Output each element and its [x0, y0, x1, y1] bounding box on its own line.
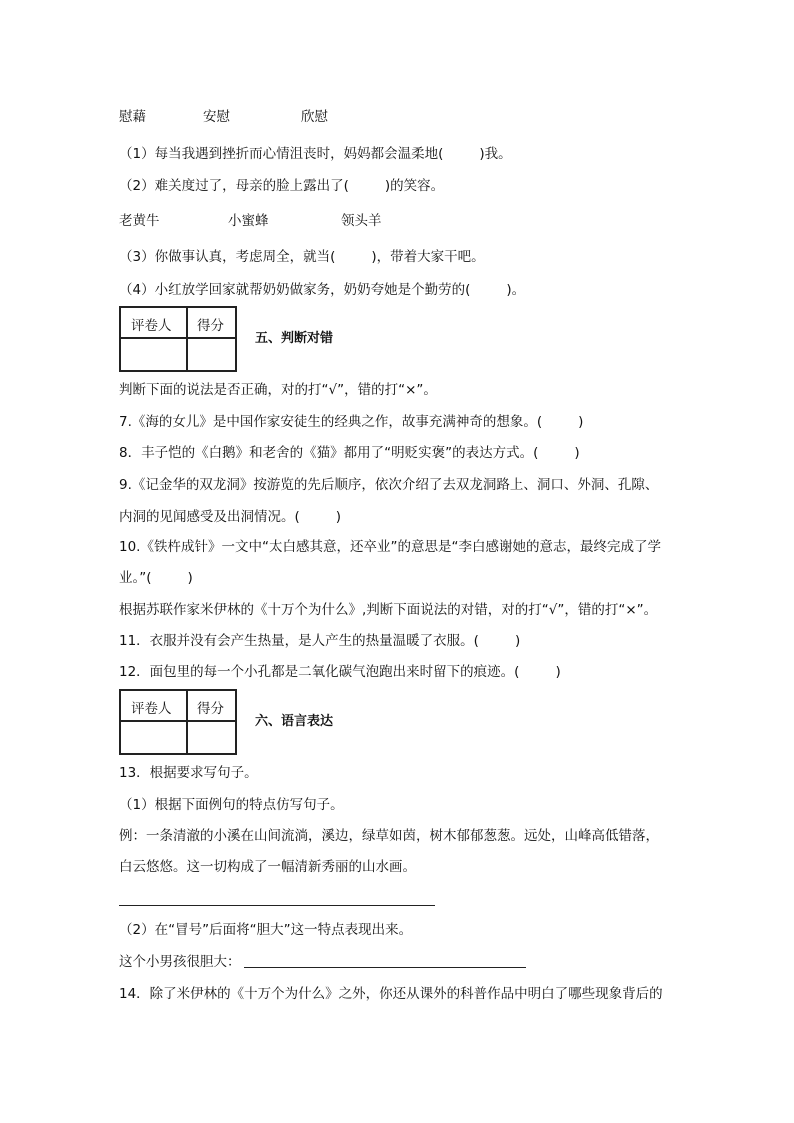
answer-line[interactable]: [119, 905, 435, 906]
word-option: 小蜜蜂: [228, 213, 269, 229]
question-14: 14．除了米伊林的《十万个为什么》之外，你还从课外的科普作品中明白了哪些现象背后的: [119, 986, 663, 1002]
instruction: 判断下面的说法是否正确，对的打“√”，错的打“×”。: [119, 382, 437, 398]
score-box: [119, 306, 237, 372]
question-9-line2: 内洞的见闻感受及出洞情况。( ): [119, 509, 342, 525]
section-title: 五、判断对错: [255, 331, 334, 346]
reviewer-label: 评卷人: [131, 318, 172, 334]
example-line2: 白云悠悠。这一切构成了一幅清新秀丽的山水画。: [119, 859, 416, 875]
score-label: 得分: [197, 701, 224, 717]
instruction: 根据苏联作家米伊林的《十万个为什么》,判断下面说法的对错，对的打“√”，错的打“×”。: [119, 602, 658, 618]
question-10-line2: 业。”( ): [119, 570, 193, 586]
question-11: 11．衣服并没有会产生热量，是人产生的热量温暖了衣服。( ): [119, 633, 521, 649]
question-fill-4: （4）小红放学回家就帮奶奶做家务，奶奶夸她是个勤劳的( )。: [119, 282, 526, 298]
question-10-line1: 10.《铁杵成针》一文中“太白感其意，还卒业”的意思是“李白感谢她的意志，最终完成了学: [119, 539, 661, 555]
word-option: 老黄牛: [119, 213, 160, 229]
question-12: 12．面包里的每一个小孔都是二氧化碳气泡跑出来时留下的痕迹。( ): [119, 664, 561, 680]
question-9-line1: 9.《记金华的双龙洞》按游览的先后顺序，依次介绍了去双龙洞路上、洞口、外洞、孔隙、: [119, 477, 659, 493]
question-8: 8．丰子恺的《白鹅》和老舍的《猫》都用了“明贬实褒”的表达方式。( ): [119, 445, 580, 461]
question-fill-1: （1）每当我遇到挫折而心情沮丧时，妈妈都会温柔地( )我。: [119, 146, 512, 162]
answer-prompt: 这个小男孩很胆大：: [119, 954, 241, 970]
score-label: 得分: [197, 318, 224, 334]
question-7: 7.《海的女儿》是中国作家安徒生的经典之作，故事充满神奇的想象。( ): [119, 414, 584, 430]
question-fill-2: （2）难关度过了，母亲的脸上露出了( )的笑容。: [119, 178, 445, 194]
word-option: 领头羊: [341, 213, 382, 229]
word-option: 欣慰: [301, 109, 328, 125]
word-option: 安慰: [203, 109, 230, 125]
question-fill-3: （3）你做事认真，考虑周全，就当( )，带着大家干吧。: [119, 249, 485, 265]
answer-line[interactable]: [244, 967, 526, 968]
example-line1: 例：一条清澈的小溪在山间流淌，溪边，绿草如茵，树木郁郁葱葱。远处，山峰高低错落，: [119, 828, 659, 844]
word-option: 慰藉: [119, 109, 146, 125]
question-13-part1: （1）根据下面例句的特点仿写句子。: [119, 797, 344, 813]
section-title: 六、语言表达: [255, 714, 334, 729]
score-box: [119, 689, 237, 755]
question-13-part2: （2）在“冒号”后面将“胆大”这一特点表现出来。: [119, 922, 413, 938]
question-13: 13．根据要求写句子。: [119, 765, 258, 781]
reviewer-label: 评卷人: [131, 701, 172, 717]
